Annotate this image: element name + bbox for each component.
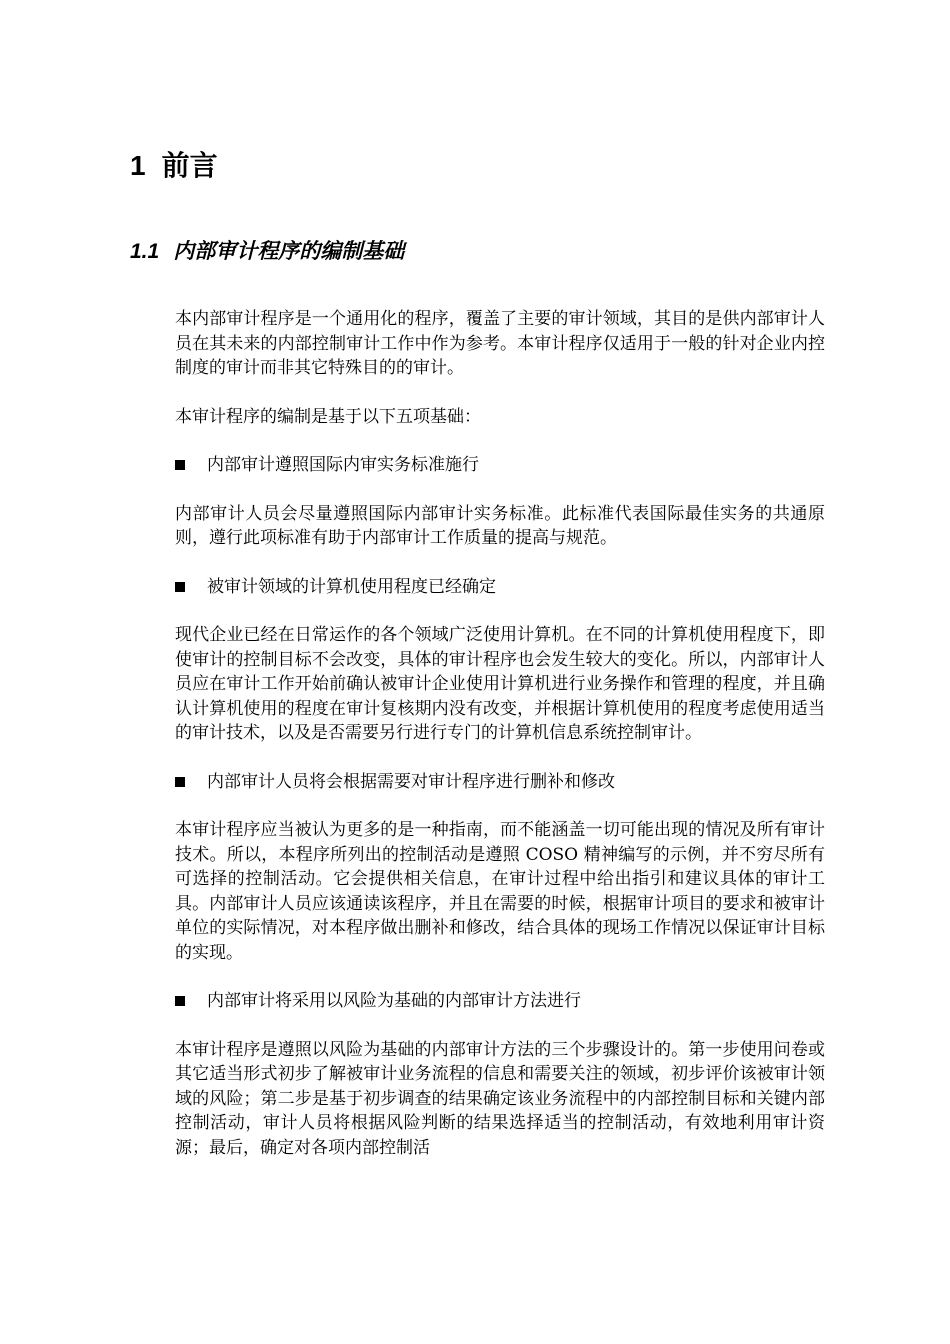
bullet-item-2 bbox=[175, 575, 825, 600]
bullet-paragraph-1: 内部审计人员会尽量遵照国际内部审计实务标准。此标准代表国际最佳实务的共通原则，遵行此项标准有助于内部审计工作质量的提高与规范。 bbox=[175, 503, 825, 548]
basis-lead-paragraph: 本审计程序的编制是基于以下五项基础： bbox=[175, 406, 481, 427]
chapter-number: 1 bbox=[130, 150, 146, 181]
bullet-item-1 bbox=[175, 453, 825, 478]
section-heading bbox=[130, 237, 404, 267]
bullet-heading: 被审计领域的计算机使用程度已经确定 bbox=[207, 576, 496, 597]
bullet-paragraph-3: 本审计程序应当被认为更多的是一种指南，而不能涵盖一切可能出现的情况及所有审计技术。所以，本程序所列出的控制活动是遵照 COSO 精神编写的示例，并不穷尽所有可选择的控制活动。它会提供相关信息，在审计过程中给出指引和建议具体的审计工具。内部审计人员应该通读该程序，并且在需要的时候，根据审计项目的要求和被审计单位的实际情况，对本程序做出删补和修改，结合具体的现场工作情况以保证审计目标的实现。 bbox=[175, 820, 825, 963]
intro-paragraph: 本内部审计程序是一个通用化的程序，覆盖了主要的审计领域，其目的是供内部审计人员在其未来的内部控制审计工作中作为参考。本审计程序仅适用于一般的针对企业内控制度的审计而非其它特殊目的的审计。 bbox=[175, 309, 825, 378]
bullet-paragraph-4: 本审计程序是遵照以风险为基础的内部审计方法的三个步骤设计的。第一步使用问卷或其它适当形式初步了解被审计业务流程的信息和需要关注的领域，初步评价该被审计领域的风险；第二步是基于初步调查的结果确定该业务流程中的内部控制目标和关键内部控制活动，审计人员将根据风险判断的结果选择适当的控制活动，有效地利用审计资源；最后，确定对各项内部控制活 bbox=[175, 1039, 825, 1158]
body-content bbox=[175, 307, 825, 1184]
chapter-heading bbox=[130, 148, 218, 184]
square-bullet-icon bbox=[175, 460, 185, 470]
square-bullet-icon bbox=[175, 996, 185, 1006]
section-number: 1.1 bbox=[130, 240, 160, 263]
bullet-heading: 内部审计遵照国际内审实务标准施行 bbox=[207, 455, 479, 475]
bullet-heading: 内部审计将采用以风险为基础的内部审计方法进行 bbox=[207, 991, 581, 1011]
bullet-item-3 bbox=[175, 770, 825, 795]
square-bullet-icon bbox=[175, 777, 185, 787]
bullet-item-4 bbox=[175, 989, 825, 1014]
bullet-paragraph-2: 现代企业已经在日常运作的各个领域广泛使用计算机。在不同的计算机使用程度下，即使审计的控制目标不会改变，具体的审计程序也会发生较大的变化。所以，内部审计人员应在审计工作开始前确认被审计企业使用计算机进行业务操作和管理的程度，并且确认计算机使用的程度在审计复核期内没有改变，并根据计算机使用的程度考虑使用适当的审计技术，以及是否需要另行进行专门的计算机信息系统控制审计。 bbox=[175, 625, 825, 743]
bullet-heading: 内部审计人员将会根据需要对审计程序进行删补和修改 bbox=[207, 771, 615, 792]
chapter-title: 前言 bbox=[161, 150, 218, 181]
section-title: 内部审计程序的编制基础 bbox=[173, 240, 405, 263]
square-bullet-icon bbox=[175, 582, 185, 592]
